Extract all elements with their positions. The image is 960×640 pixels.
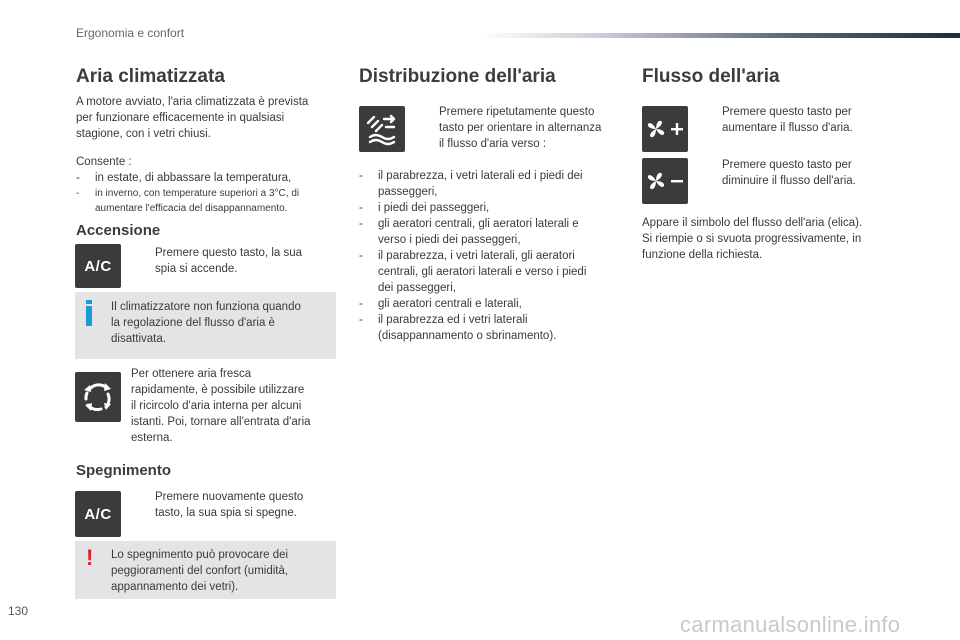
- bullet-text: [722, 104, 853, 136]
- bullet-row: [700, 104, 900, 136]
- bullet-text: [155, 489, 303, 521]
- accensione-line: spia si accende.: [155, 263, 238, 275]
- consente-item: [76, 170, 346, 186]
- dash-mark: -: [359, 202, 363, 214]
- dash-mark: -: [359, 314, 363, 326]
- bullet-row: [700, 157, 900, 189]
- list-item: [359, 312, 624, 344]
- ac-label: A/C: [84, 505, 112, 523]
- ricircolo-line: esterna.: [131, 432, 173, 444]
- ac-button-icon: [75, 244, 121, 288]
- list-item-text: [378, 296, 522, 312]
- fan-increase-icon: [645, 117, 685, 141]
- plus-line: aumentare il flusso d'aria.: [722, 122, 853, 134]
- flusso-minus-text: [700, 157, 900, 189]
- distribution-list: [359, 168, 624, 344]
- bullet-row: [133, 489, 343, 521]
- list-item: [359, 296, 624, 312]
- fan-plus-icon: [642, 106, 688, 152]
- recirculation-arrows-icon: [79, 378, 117, 416]
- intro-line: A motore avviato, l'aria climatizzata è prevista: [76, 96, 309, 108]
- info-icon-dot: [86, 300, 92, 304]
- ricircolo-line: istanti. Poi, tornare all'entrata d'aria: [131, 416, 311, 428]
- consente-text: [95, 186, 299, 216]
- instruction-line: Premere ripetutamente questo: [439, 106, 595, 118]
- note-line: Lo spegnimento può provocare dei: [111, 549, 289, 561]
- consente-text-line: aumentare l'efficacia del disappannamento.: [95, 203, 288, 214]
- accensione-line: Premere questo tasto, la sua: [155, 247, 303, 259]
- accensione-text: [133, 245, 343, 277]
- intro-paragraph: [76, 94, 346, 142]
- flusso-outro: [642, 215, 902, 263]
- bullet-text: [155, 245, 302, 277]
- list-item: [359, 248, 624, 296]
- list-item-text: [378, 248, 586, 296]
- bullet-row: [417, 104, 622, 152]
- ricircolo-line: rapidamente, è possibile utilizzare: [131, 384, 305, 396]
- dash-mark: -: [76, 172, 80, 184]
- minus-line: diminuire il flusso dell'aria.: [722, 175, 856, 187]
- consente-block: [76, 154, 346, 216]
- list-line: centrali, gli aeratori laterali e verso i piedi: [378, 266, 587, 278]
- bullet-mark: [133, 245, 155, 277]
- list-item-text: [378, 216, 579, 248]
- intro-line: per funzionare efficacemente in qualsiasi: [76, 112, 285, 124]
- bullet-row: [133, 245, 343, 277]
- info-icon: [86, 306, 92, 326]
- outro-line: Appare il simbolo del flusso dell'aria (elica).: [642, 217, 863, 229]
- flusso-title: Flusso dell'aria: [642, 66, 780, 87]
- ricircolo-line: Per ottenere aria fresca: [131, 368, 252, 380]
- instruction-line: il flusso d'aria verso :: [439, 138, 547, 150]
- list-line: gli aeratori centrali e laterali,: [378, 298, 522, 310]
- aria-climatizzata-title: Aria climatizzata: [76, 66, 225, 87]
- page-number: 130: [8, 604, 29, 618]
- note-line: peggioramenti del confort (umidità,: [111, 565, 289, 577]
- accensione-title: Accensione: [76, 222, 161, 239]
- ricircolo-text: [131, 366, 341, 446]
- info-note-text: [111, 299, 331, 347]
- bullet-mark: [133, 489, 155, 521]
- note-line: appannamento dei vetri).: [111, 581, 239, 593]
- dash-mark: -: [76, 188, 80, 199]
- dash-mark: -: [359, 250, 363, 262]
- bullet-text: [722, 157, 856, 189]
- list-line: gli aeratori centrali, gli aeratori laterali e: [378, 218, 579, 230]
- consente-label: Consente :: [76, 156, 132, 168]
- ac-button-icon: [75, 491, 121, 537]
- bullet-mark: [700, 157, 722, 189]
- consente-text: in estate, di abbassare la temperatura,: [95, 172, 292, 184]
- air-distribution-icon: [359, 106, 405, 152]
- note-line: disattivata.: [111, 333, 166, 345]
- fan-minus-icon: [642, 158, 688, 204]
- bullet-mark: [700, 104, 722, 136]
- list-line: il parabrezza, i vetri laterali ed i piedi dei: [378, 170, 583, 182]
- warning-icon: !: [86, 545, 94, 570]
- spegnimento-text: [133, 489, 343, 521]
- bullet-mark: [417, 104, 439, 152]
- distribuzione-instruction: [417, 104, 622, 152]
- outro-line: Si riempie o si svuota progressivamente, in: [642, 233, 862, 245]
- dash-mark: -: [359, 298, 363, 310]
- airflow-distribution-icon: [364, 111, 400, 147]
- list-line: verso i piedi dei passeggeri,: [378, 234, 521, 246]
- list-line: dei passeggeri,: [378, 282, 456, 294]
- spegnimento-title: Spegnimento: [76, 462, 172, 479]
- list-item: [359, 200, 624, 216]
- ricircolo-line: il ricircolo d'aria interna per alcuni: [131, 400, 302, 412]
- spegnimento-line: tasto, la sua spia si spegne.: [155, 507, 297, 519]
- intro-line: stagione, con i vetri chiusi.: [76, 128, 211, 140]
- flusso-plus-text: [700, 104, 900, 136]
- list-item: [359, 216, 624, 248]
- instruction-line: tasto per orientare in alternanza: [439, 122, 602, 134]
- dash-mark: -: [359, 170, 363, 182]
- list-item-text: [378, 200, 489, 216]
- list-line: il parabrezza ed i vetri laterali: [378, 314, 528, 326]
- list-line: i piedi dei passeggeri,: [378, 202, 490, 214]
- list-item-text: [378, 168, 583, 200]
- list-line: (disappannamento o sbrinamento).: [378, 330, 557, 342]
- distribuzione-title: Distribuzione dell'aria: [359, 66, 556, 87]
- list-line: il parabrezza, i vetri laterali, gli aeratori: [378, 250, 575, 262]
- warning-note-text: [111, 547, 331, 595]
- header-divider-bar: [480, 33, 960, 38]
- plus-line: Premere questo tasto per: [722, 106, 852, 118]
- bullet-text: [439, 104, 601, 152]
- list-item-text: [378, 312, 556, 344]
- fan-decrease-icon: [645, 169, 685, 193]
- list-line: passeggeri,: [378, 186, 438, 198]
- note-line: la regolazione del flusso d'aria è: [111, 317, 275, 329]
- watermark-url: carmanualsonline.info: [680, 612, 901, 637]
- consente-text-line: in inverno, con temperature superiori a 3°C, di: [95, 188, 300, 199]
- dash-mark: -: [359, 218, 363, 230]
- note-line: Il climatizzatore non funziona quando: [111, 301, 301, 313]
- minus-line: Premere questo tasto per: [722, 159, 852, 171]
- spegnimento-line: Premere nuovamente questo: [155, 491, 304, 503]
- list-item: [359, 168, 624, 200]
- recirculation-icon: [75, 372, 121, 422]
- outro-line: funzione della richiesta.: [642, 249, 763, 261]
- section-header: Ergonomia e confort: [76, 26, 185, 40]
- ac-label: A/C: [84, 257, 112, 275]
- consente-item: [76, 186, 346, 216]
